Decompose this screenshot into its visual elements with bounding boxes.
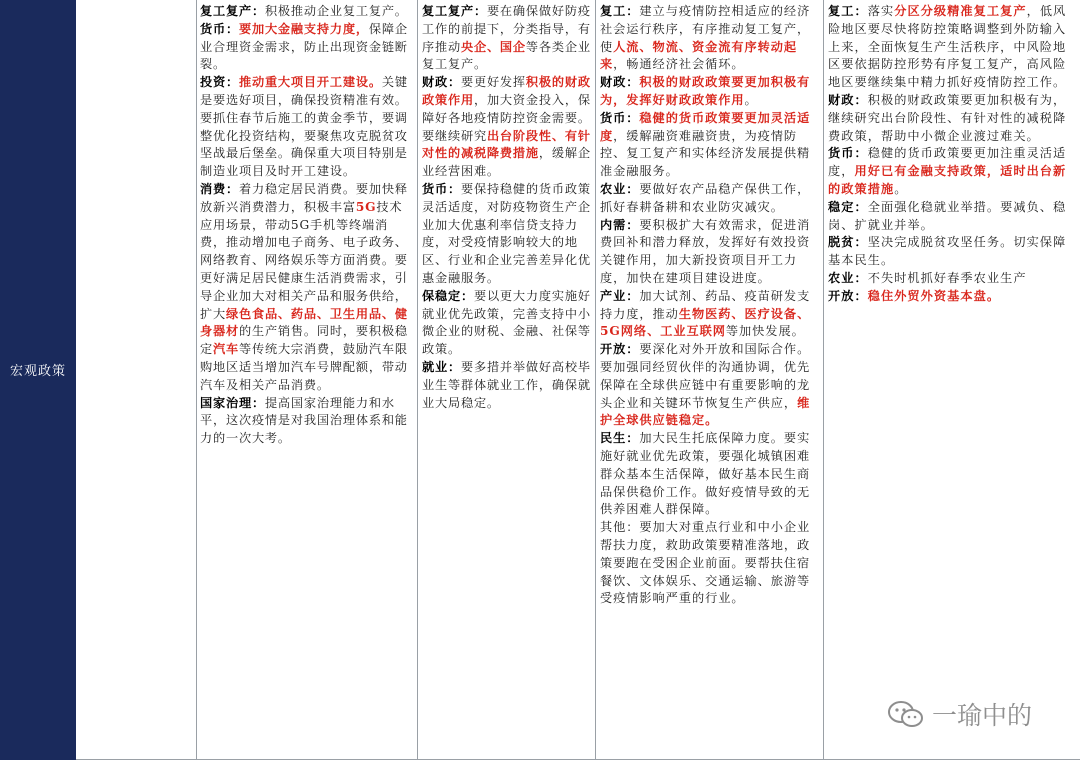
policy-paragraph	[600, 341, 819, 430]
policy-topic: 货币：	[200, 21, 239, 36]
policy-paragraph	[828, 288, 1076, 306]
policy-text: ，低风险地区要尽快将防控策略调整到外防输入上来，全面恢复生产生活秩序，中风险地区要依据防控形势有序复工复产，高风险地区要继续集中精力抓好疫情防控工作。	[828, 4, 1067, 90]
policy-text: 等各类企业复工复产。	[422, 39, 591, 72]
policy-highlight: 积极的财政政策作用	[422, 75, 591, 107]
policy-topic: 货币：	[828, 146, 868, 161]
policy-text: ，缓解融资难融资贵，为疫情防控、复工复产和实体经济发展提供精准金融服务。	[600, 128, 811, 179]
policy-highlight: 用好已有金融支持政策，适时出台新的政策措施	[828, 164, 1067, 196]
policy-topic: 开放：	[600, 342, 640, 357]
policy-topic: 消费：	[200, 181, 239, 196]
policy-highlight: 积极的财政政策要更加积极有为，发挥好财政政策作用	[600, 75, 811, 107]
policy-paragraph	[600, 519, 819, 608]
policy-text: 要做好农产品稳产保供工作，抓好春耕备耕和农业防灾减灾。	[600, 181, 811, 214]
policy-text: 要更好发挥	[460, 75, 526, 90]
policy-paragraph	[600, 74, 819, 110]
policy-text: 坚决完成脱贫攻坚任务。切实保障基本民生。	[828, 235, 1067, 268]
policy-text: 要积极扩大有效需求，促进消费回补和潜力释放，发挥好有效投资关键作用，加大新投资项目开工力度，加快在建项目建设进度。	[600, 217, 811, 285]
policy-topic: 开放：	[828, 288, 868, 303]
policy-paragraph	[828, 92, 1076, 145]
policy-text: 要保持稳健的货币政策灵活适度，对防疫物资生产企业加大优惠利率信贷支持力度，对受疫情影响较大的地区、行业和企业完善差异化优惠金融服务。	[422, 181, 591, 285]
policy-column-1	[196, 0, 418, 760]
policy-highlight: 出台阶段性、有针对性的减税降费措施	[422, 128, 591, 161]
wechat-icon	[886, 699, 926, 729]
policy-topic: 稳定：	[828, 199, 868, 214]
policy-text: 稳健的货币政策要更加注重灵活适度，	[828, 146, 1067, 179]
policy-paragraph	[828, 234, 1076, 270]
row-header-label: 宏观政策	[9, 364, 66, 379]
policy-topic: 复工复产：	[422, 4, 487, 18]
policy-paragraph	[600, 181, 819, 217]
policy-topic: 国家治理：	[200, 395, 265, 410]
policy-text: 全面强化稳就业举措。要减负、稳岗、扩就业并举。	[828, 199, 1067, 232]
policy-column-3	[596, 0, 824, 760]
policy-text: 不失时机抓好春季农业生产	[867, 270, 1027, 285]
policy-text: 要以更大力度实施好就业优先政策，完善支持中小微企业的财税、金融、社保等政策。	[422, 288, 591, 357]
policy-column-2	[418, 0, 596, 760]
policy-paragraph	[600, 430, 819, 519]
policy-highlight: 绿色食品、药品、卫生用品、健身器材	[200, 306, 408, 339]
policy-paragraph	[422, 181, 591, 288]
policy-text: 要在确保做好防疫工作的前提下，分类指导，有序推动	[422, 4, 591, 54]
policy-text: 要多措并举做好高校毕业生等群体就业工作，确保就业大局稳定。	[422, 359, 591, 410]
policy-highlight: 分区分级精准复工复产	[894, 4, 1027, 18]
policy-topic: 投资：	[200, 75, 239, 90]
policy-text: 等传统大宗消费，鼓励汽车限购地区适当增加汽车号牌配额，带动汽车及相关产品消费。	[200, 342, 408, 392]
policy-text: 关键是要选好项目，确保投资精准有效。要抓住春节后施工的黄金季节，要调整优化投资结构，要聚焦攻克脱贫攻坚战最后堡垒。确保重大项目特别是制造业项目及时开工建设。	[200, 75, 408, 179]
policy-topic: 农业：	[600, 181, 640, 196]
policy-topic: 复工复产：	[200, 4, 265, 18]
policy-text: 积极的财政政策要更加积极有为，继续研究出台阶段性、有针对性的减税降费政策，帮助中小微企业渡过难关。	[828, 92, 1067, 143]
policy-paragraph	[600, 3, 819, 74]
policy-paragraph	[828, 270, 1076, 288]
row-header	[0, 0, 76, 760]
policy-topic: 民生：	[600, 431, 640, 446]
policy-paragraph	[200, 74, 413, 181]
policy-paragraph	[600, 110, 819, 181]
policy-highlight: 稳住外贸外资基本盘。	[867, 288, 1001, 303]
policy-paragraph	[200, 181, 413, 395]
policy-highlight: 要加大金融支持力度，	[238, 21, 369, 36]
policy-highlight: 稳健的货币政策要更加灵活适度	[600, 110, 811, 143]
policy-paragraph	[422, 359, 591, 412]
policy-text: 加大民生托底保障力度。要实施好就业优先政策，要强化城镇困难群众基本生活保障，做好基本民生商品保供稳价工作。做好疫情导致的无供养困难人群保障。	[600, 431, 811, 517]
policy-highlight: 5G	[355, 199, 377, 214]
policy-highlight: 汽车	[213, 342, 239, 357]
policy-text: 。	[894, 181, 908, 196]
policy-text: ，畅通经济社会循环。	[613, 57, 745, 72]
policy-highlight: 央企、国企	[460, 39, 526, 54]
policy-topic: 货币：	[600, 110, 640, 125]
policy-paragraph	[828, 3, 1076, 92]
policy-topic: 就业：	[422, 359, 461, 374]
policy-highlight: 生物医药、医疗设备、5G网络、工业互联网	[600, 306, 811, 339]
policy-paragraph	[422, 74, 591, 181]
policy-text: ，加大资金投入，保障好各地疫情防控资金需要。要继续研究	[422, 92, 591, 143]
policy-column-4	[824, 0, 1080, 760]
empty-cell	[76, 0, 197, 760]
policy-paragraph	[600, 217, 819, 288]
policy-text: 积极推动企业复工复产。	[264, 4, 408, 18]
policy-paragraph	[828, 199, 1076, 235]
policy-paragraph	[828, 145, 1076, 198]
policy-topic: 财政：	[828, 92, 868, 107]
policy-text: 建立与疫情防控相适应的经济社会运行秩序，有序推动复工复产，使	[600, 4, 811, 54]
policy-topic: 财政：	[600, 75, 640, 90]
policy-topic: 产业：	[600, 288, 640, 303]
policy-paragraph	[200, 395, 413, 448]
policy-text: 其他：要加大对重点行业和中小企业帮扶力度，救助政策要精准落地，政策要跑在受困企业前面。要帮扶住宿餐饮、文体娱乐、交通运输、旅游等受疫情影响严重的行业。	[600, 520, 811, 606]
watermark-text: 一瑜中的	[932, 701, 1033, 730]
policy-text: 等加快发展。	[725, 324, 805, 339]
policy-text: 的生产销售。同时，要积极稳定	[200, 324, 408, 357]
policy-text: 着力稳定居民消费。要加快释放新兴消费潜力，积极丰富	[200, 181, 408, 214]
policy-text: 加大试剂、药品、疫苗研发支持力度，推动	[600, 288, 811, 321]
policy-highlight: 维护全球供应链稳定。	[600, 395, 811, 428]
policy-text: 提高国家治理能力和水平，这次疫情是对我国治理体系和能力的一次大考。	[200, 395, 408, 446]
policy-paragraph	[200, 3, 413, 21]
policy-topic: 内需：	[600, 217, 640, 232]
policy-topic: 复工：	[600, 4, 640, 18]
policy-paragraph	[422, 3, 591, 74]
policy-paragraph	[600, 288, 819, 341]
policy-text: 技术应用场景，带动5G手机等终端消费，推动增加电子商务、电子政务、网络教育、网络娱乐等方面消费。要更好满足居民健康生活消费需求，引导企业加大对相关产品和服务供给，扩大	[200, 199, 408, 321]
policy-text: 。	[744, 92, 758, 107]
policy-paragraph	[422, 288, 591, 359]
policy-highlight: 人流、物流、资金流有序转动起来	[600, 39, 798, 72]
policy-topic: 货币：	[422, 181, 461, 196]
policy-text: ，缓解企业经营困难。	[422, 146, 591, 179]
policy-topic: 财政：	[422, 75, 461, 90]
policy-topic: 农业：	[828, 270, 868, 285]
policy-highlight: 推动重大项目开工建设。	[238, 75, 382, 90]
policy-text: 保障企业合理资金需求，防止出现资金链断裂。	[200, 21, 408, 72]
policy-text: 要深化对外开放和国际合作。要加强同经贸伙伴的沟通协调，优先保障在全球供应链中有重要影响的龙头企业和关键环节恢复生产供应，	[600, 342, 811, 410]
policy-topic: 复工：	[828, 4, 868, 18]
policy-paragraph	[200, 21, 413, 74]
policy-topic: 保稳定：	[422, 288, 474, 303]
watermark	[886, 696, 1032, 732]
policy-text: 落实	[867, 4, 895, 18]
policy-topic: 脱贫：	[828, 235, 868, 250]
